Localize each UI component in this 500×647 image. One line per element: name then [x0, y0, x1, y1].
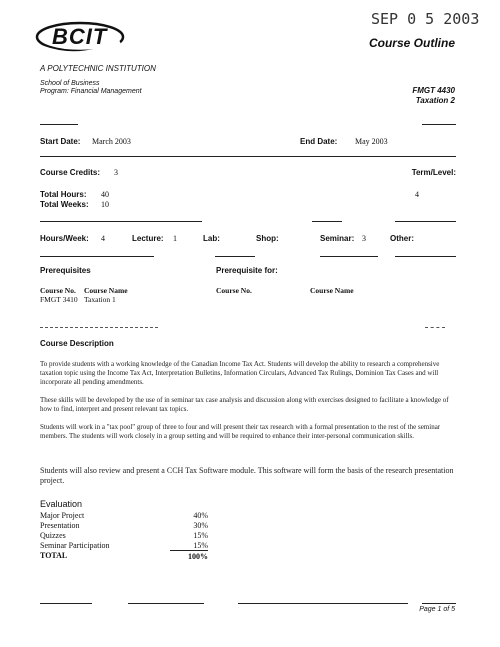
evaluation-percent: 40%: [193, 510, 208, 520]
divider: [395, 256, 456, 257]
evaluation-table: [40, 510, 208, 561]
course-code: FMGT 4430: [412, 86, 455, 95]
description-paragraph-4: Students will also review and present a CCH Tax Software module. This software will form the basis of the research presentation project.: [40, 466, 454, 485]
table-row: [40, 530, 208, 540]
start-date-value: March 2003: [92, 137, 131, 146]
divider: [40, 124, 78, 125]
footer-divider: [238, 603, 408, 604]
start-date-label: Start Date:: [40, 137, 81, 146]
seminar-value: 3: [362, 234, 366, 243]
prereq-for-col-course-name: Course Name: [310, 286, 354, 295]
divider: [215, 256, 255, 257]
prereq-col-course-name: Course Name: [84, 286, 128, 295]
evaluation-percent: 30%: [193, 520, 208, 530]
evaluation-heading: Evaluation: [40, 499, 83, 509]
divider: [40, 256, 154, 257]
total-hours-value: 40: [101, 190, 109, 199]
evaluation-item: Seminar Participation: [40, 540, 110, 550]
end-date-label: End Date:: [300, 137, 338, 146]
footer-divider: [40, 603, 92, 604]
hours-week-label: Hours/Week:: [40, 234, 89, 243]
evaluation-item: Quizzes: [40, 530, 66, 540]
divider: [395, 221, 456, 222]
lecture-label: Lecture:: [132, 234, 164, 243]
evaluation-percent: 15%: [193, 530, 208, 540]
school-name: School of Business: [40, 80, 100, 87]
end-date-value: May 2003: [355, 137, 388, 146]
credits-label: Course Credits:: [40, 168, 101, 177]
divider: [422, 124, 456, 125]
divider: [40, 327, 158, 328]
page-number: Page 1 of 5: [419, 606, 455, 613]
footer-divider: [422, 603, 456, 604]
term-level-label: Term/Level:: [411, 168, 456, 177]
seminar-label: Seminar:: [320, 234, 355, 243]
total-weeks-value: 10: [101, 200, 109, 209]
description-paragraph-3: Students will work in a "tax pool" group of three to four and will present their tax research with a formal presentation to the rest of the seminar members. The students will work closely in a group setting and will be required to enhance their inter-personal communication skills.: [40, 423, 441, 440]
table-row-total: [40, 551, 208, 562]
lecture-value: 1: [173, 234, 177, 243]
program-name: Program: Financial Management: [40, 88, 142, 95]
divider: [40, 221, 202, 222]
hours-week-value: 4: [101, 234, 105, 243]
course-name: Taxation 2: [415, 96, 455, 105]
total-hours-label: Total Hours:: [40, 190, 87, 199]
other-label: Other:: [390, 234, 414, 243]
table-row: [40, 540, 208, 551]
evaluation-item: Presentation: [40, 520, 80, 530]
divider: [425, 327, 445, 328]
evaluation-percent: 15%: [170, 540, 208, 551]
document-title: Course Outline: [368, 36, 455, 50]
divider: [312, 221, 342, 222]
institution-name: A POLYTECHNIC INSTITUTION: [40, 64, 156, 73]
evaluation-total-label: TOTAL: [40, 551, 68, 561]
description-paragraph-1: To provide students with a working knowledge of the Canadian Income Tax Act. Students will develop the ability to research a comprehensive taxation topic using the Income Tax Act, Interpretation Bulletins, Information Circulars, Advanced Tax Rulings, Dominion Tax Cases and will incorporate all pending amendments.: [40, 360, 440, 386]
prereq-course-no: FMGT 3410: [40, 295, 78, 304]
description-paragraph-2: These skills will be developed by the use of in seminar tax case analysis and discussion along with exercises designed to facilitate a knowledge of how to find, interpret and present relevant tax topics.: [40, 396, 449, 413]
received-stamp: SEP 0 5 2003: [371, 10, 480, 28]
table-row: [40, 520, 208, 530]
prereq-for-col-course-no: Course No.: [216, 286, 252, 295]
total-weeks-label: Total Weeks:: [40, 200, 89, 209]
term-level-value: 4: [415, 190, 419, 199]
evaluation-item: Major Project: [40, 510, 85, 520]
shop-label: Shop:: [256, 234, 279, 243]
bcit-logo: [34, 14, 126, 58]
table-row: [40, 510, 208, 520]
prereq-course-name: Taxation 1: [84, 295, 116, 304]
prerequisite-for-heading: Prerequisite for:: [216, 266, 278, 275]
divider: [40, 156, 456, 157]
prereq-col-course-no: Course No.: [40, 286, 76, 295]
prerequisites-heading: Prerequisites: [40, 266, 91, 275]
lab-label: Lab:: [203, 234, 220, 243]
divider: [320, 256, 378, 257]
credits-value: 3: [114, 168, 118, 177]
footer-divider: [128, 603, 204, 604]
evaluation-total-value: 100%: [188, 551, 208, 561]
logo-text: BCIT: [52, 24, 108, 49]
course-description-heading: Course Description: [40, 339, 114, 348]
